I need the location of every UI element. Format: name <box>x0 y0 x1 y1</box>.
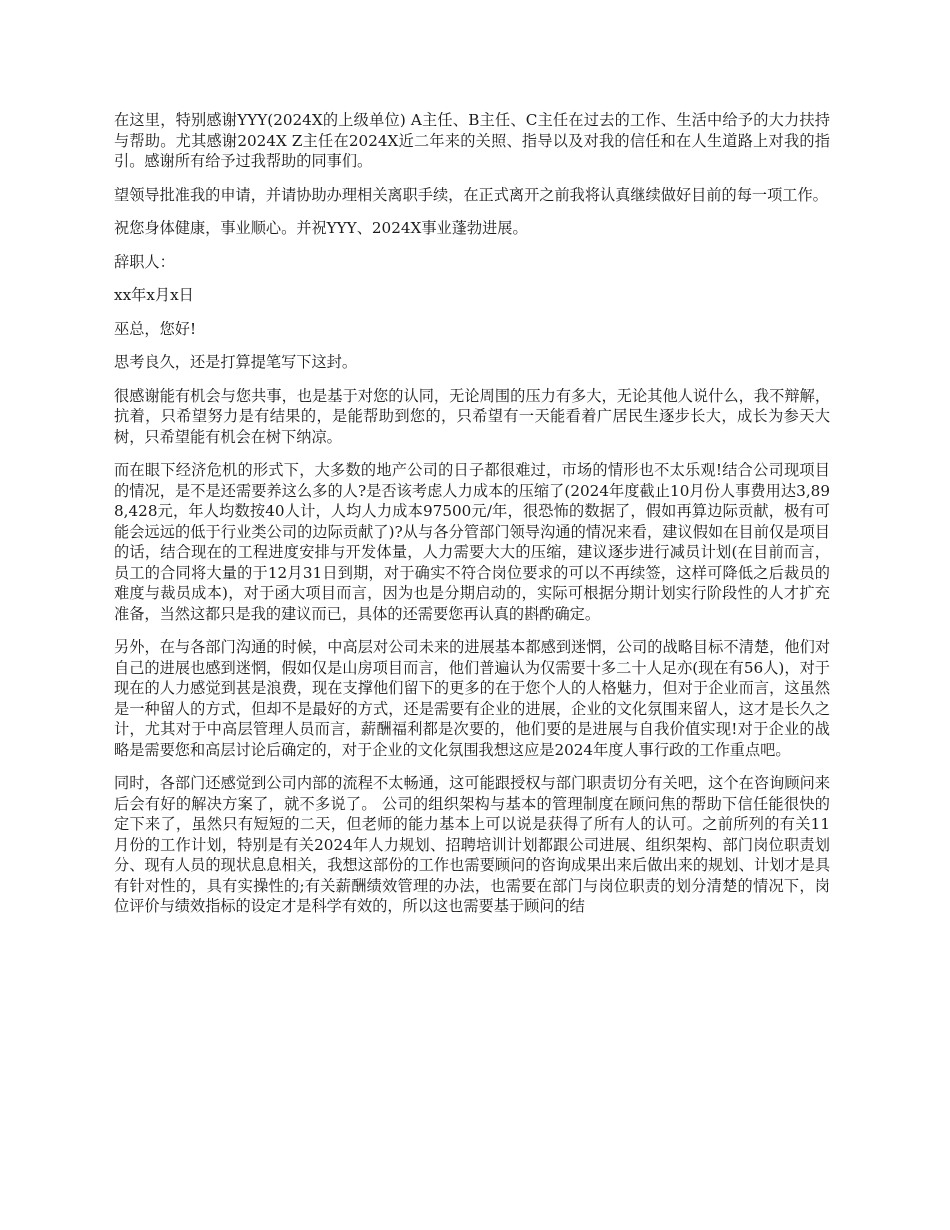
paragraph-request: 望领导批准我的申请，并请协助办理相关离职手续，在正式离开之前我将认真继续做好目前的每一项工作。 <box>114 185 828 204</box>
paragraph-gratitude: 很感谢能有机会与您共事，也是基于对您的认同，无论周围的压力有多大，无论其他人说什么，我不辩解，抗着，只希望努力是有结果的，是能帮助到您的，只希望有一天能看着广居民生逐步长大，成长为参天大树，只希望能有机会在树下纳凉。 <box>114 386 830 446</box>
date-line: xx年x月x日 <box>114 286 194 304</box>
paragraph-opening: 思考良久，还是打算提笔写下这封。 <box>114 353 357 371</box>
paragraph-management: 另外，在与各部门沟通的时候，中高层对公司未来的进展基本都感到迷惘，公司的战略目标不清楚，他们对自己的进展也感到迷惘，假如仅是山房项目而言，他们普遍认为仅需要十多二十人足亦(现在有56人)，对于现在的人力感觉到甚是浪费，现在支撑他们留下的更多的在于您个人的人格魅力，但对于企业而言，这虽然是一种留人的方式，但却不是最好的方式，还是需要有企业的进展，企业的文化氛围来留人，这才是长久之计，尤其对于中高层管理人员而言，薪酬福利都是次要的，他们要的是进展与自我价值实现!对于企业的战略是需要您和高层讨论后确定的，对于企业的文化氛围我想这应是2024年度人事行政的工作重点吧。 <box>114 638 830 759</box>
signature-label: 辞职人： <box>114 252 175 271</box>
paragraph-wishes: 祝您身体健康，事业顺心。并祝YYY、2024X事业蓬勃进展。 <box>114 219 528 237</box>
paragraph-thanks: 在这里，特别感谢YYY(2024X的上级单位) A主任、B主任、C主任在过去的工作、生活中给予的大力扶持与帮助。尤其感谢2024X Z主任在2024X近二年来的关照、指导以及对我的信任和在人生道路上对我的指引。感谢所有给予过我帮助的同事们。 <box>114 111 830 170</box>
document-body <box>114 110 830 930</box>
paragraph-process: 同时，各部门还感觉到公司内部的流程不太畅通，这可能跟授权与部门职责切分有关吧，这个在咨询顾问来后会有好的解决方案了，就不多说了。 公司的组织架构与基本的管理制度在顾问焦的帮助下信任能很快的定下来了，虽然只有短短的二天，但老师的能力基本上可以说是获得了所有人的认可。之前所列的有关11月份的工作计划，特别是有关2024年人力规划、招聘培训计划都跟公司进展、组织架构、部门岗位职责划分、现有人员的现状息息相关，我想这部份的工作也需要顾问的咨询成果出来后做出来的规划、计划才是具有针对性的，具有实操性的;有关薪酬绩效管理的办法，也需要在部门与岗位职责的划分清楚的情况下，岗位评价与绩效指标的设定才是科学有效的，所以这也需要基于顾问的结 <box>114 774 830 915</box>
paragraph-economic: 而在眼下经济危机的形式下，大多数的地产公司的日子都很难过，市场的情形也不太乐观!结合公司现项目的情况，是不是还需要养这么多的人?是否该考虑人力成本的压缩了(2024年度截止10月份人事费用达3,898,428元，年人均数按40人计，人均人力成本97500元/年，很恐怖的数据了，假如再算边际贡献，极有可能会远远的低于行业类公司的边际贡献了)?从与各分管部门领导沟通的情况来看，建议假如在目前仅是项目的话，结合现在的工程进度安排与开发体量，人力需要大大的压缩，建议逐步进行减员计划(在目前而言，员工的合同将大量的于12月31日到期，对于确实不符合岗位要求的可以不再续签，这样可降低之后裁员的难度与裁员成本)，对于函大项目而言，因为也是分期启动的，实际可根据分期计划实行阶段性的人才扩充准备，当然这都只是我的建议而已，具体的还需要您再认真的斟酌确定。 <box>114 461 830 623</box>
salutation: 巫总，您好! <box>114 319 197 338</box>
